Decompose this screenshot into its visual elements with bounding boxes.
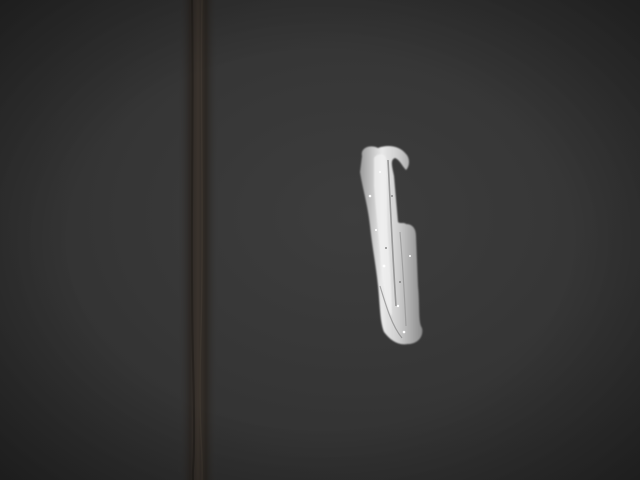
wood-seam-stripe bbox=[178, 0, 218, 480]
foil-piece bbox=[340, 136, 440, 356]
